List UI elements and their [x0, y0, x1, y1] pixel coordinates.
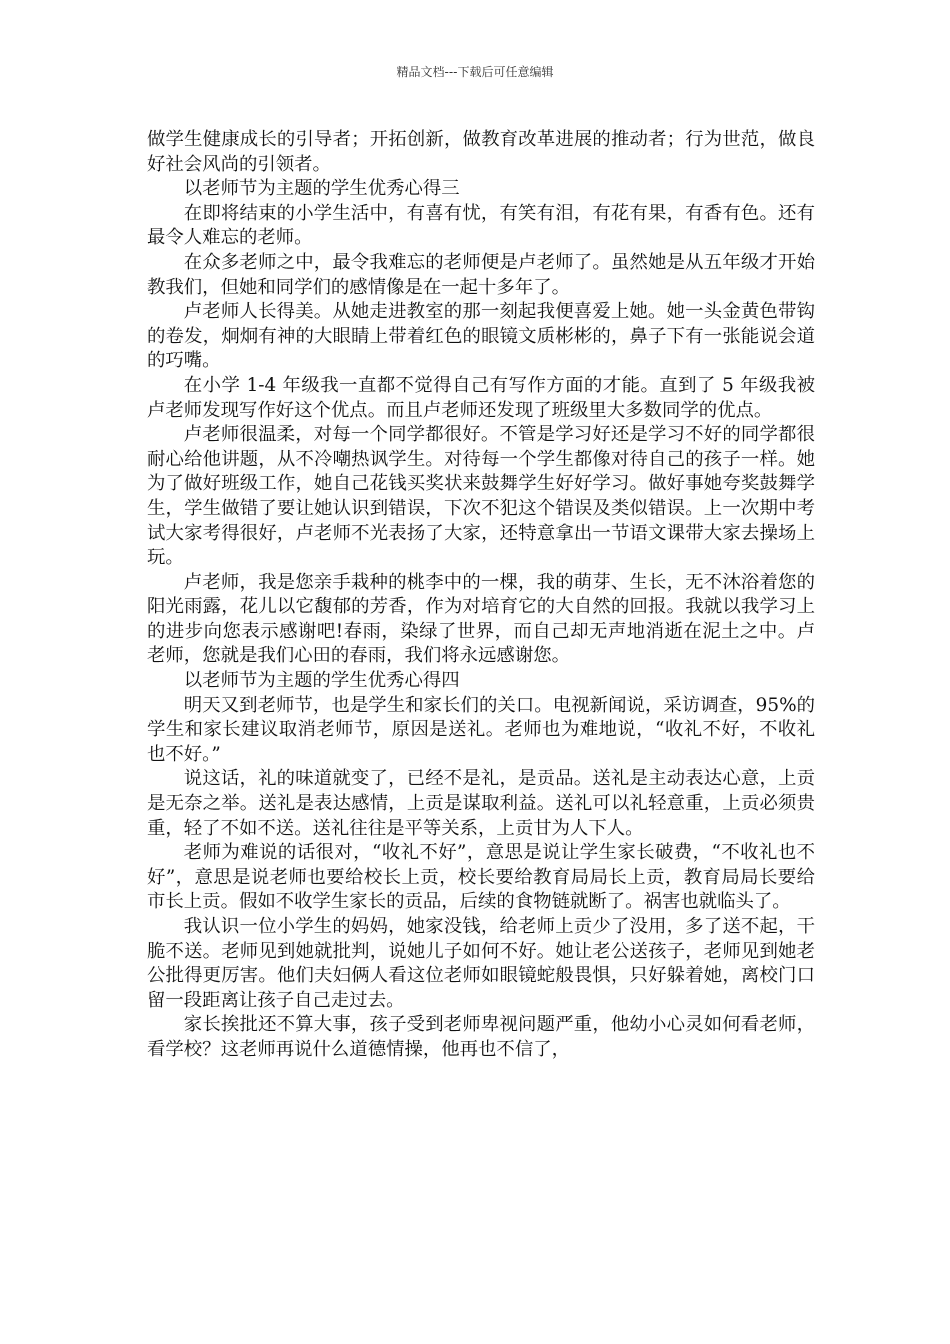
paragraph: 老师为难说的话很对，“收礼不好”，意思是说让学生家长破费，“不收礼也不好”，意思是说老师也要给校长上贡，校长要给教育局局长上贡，教育局局长要给市长上贡。假如不收学生家长的贡品，后续的食物链就断了。祸害也就临头了。 [147, 842, 815, 913]
document-body [147, 128, 815, 1063]
section-heading: 以老师节为主题的学生优秀心得四 [183, 670, 460, 692]
paragraph: 明天又到老师节，也是学生和家长们的关口。电视新闻说，采访调查，95%的学生和家长建议取消老师节，原因是送礼。老师也为难地说，“收礼不好，不收礼也不好。” [147, 694, 815, 765]
section-heading: 以老师节为主题的学生优秀心得三 [183, 178, 460, 200]
paragraph: 我认识一位小学生的妈妈，她家没钱，给老师上贡少了没用，多了送不起，干脆不送。老师见到她就批判，说她儿子如何不好。她让老公送孩子，老师见到她老公批得更厉害。他们夫妇俩人看这位老师如眼镜蛇般畏惧，只好躲着她，离校门口留一段距离让孩子自己走过去。 [147, 916, 815, 1011]
paragraph: 在众多老师之中，最令我难忘的老师便是卢老师了。虽然她是从五年级才开始教我们，但她和同学们的感情像是在一起十多年了。 [147, 251, 815, 298]
paragraph: 在即将结束的小学生活中，有喜有忧，有笑有泪，有花有果，有香有色。还有最令人难忘的老师。 [147, 202, 815, 249]
page-header: 精品文档---下载后可任意编辑 [396, 65, 554, 79]
paragraph: 卢老师人长得美。从她走进教室的那一刻起我便喜爱上她。她一头金黄色带钩的卷发，炯炯有神的大眼睛上带着红色的眼镜文质彬彬的，鼻子下有一张能说会道的巧嘴。 [147, 301, 815, 372]
paragraph: 卢老师很温柔，对每一个同学都很好。不管是学习好还是学习不好的同学都很耐心给他讲题，从不冷嘲热讽学生。对待每一个学生都像对待自己的孩子一样。她为了做好班级工作，她自己花钱买奖状来鼓舞学生好好学习。做好事她夸奖鼓舞学生，学生做错了要让她认识到错误，下次不犯这个错误及类似错误。上一次期中考试大家考得很好，卢老师不光表扬了大家，还特意拿出一节语文课带大家去操场上玩。 [147, 424, 815, 569]
paragraph: 家长挨批还不算大事，孩子受到老师卑视问题严重，他幼小心灵如何看老师，看学校？这老师再说什么道德情操，他再也不信了， [147, 1014, 815, 1060]
paragraph: 卢老师，我是您亲手栽种的桃李中的一棵，我的萌芽、生长，无不沐浴着您的阳光雨露，花儿以它馥郁的芳香，作为对培育它的大自然的回报。我就以我学习上的进步向您表示感谢吧!春雨，染绿了世界，而自己却无声地消逝在泥土之中。卢老师，您就是我们心田的春雨，我们将永远感谢您。 [147, 571, 815, 667]
paragraph: 说这话，礼的味道就变了，已经不是礼，是贡品。送礼是主动表达心意，上贡是无奈之举。送礼是表达感情，上贡是谋取利益。送礼可以礼轻意重，上贡必须贵重，轻了不如不送。送礼往往是平等关系，上贡甘为人下人。 [147, 768, 815, 839]
paragraph: 做学生健康成长的引导者；开拓创新，做教育改革进展的推动者；行为世范，做良好社会风尚的引领者。 [147, 129, 815, 175]
paragraph: 在小学 1-4 年级我一直都不觉得自己有写作方面的才能。直到了 5 年级我被卢老师发现写作好这个优点。而且卢老师还发现了班级里大多数同学的优点。 [147, 374, 815, 421]
